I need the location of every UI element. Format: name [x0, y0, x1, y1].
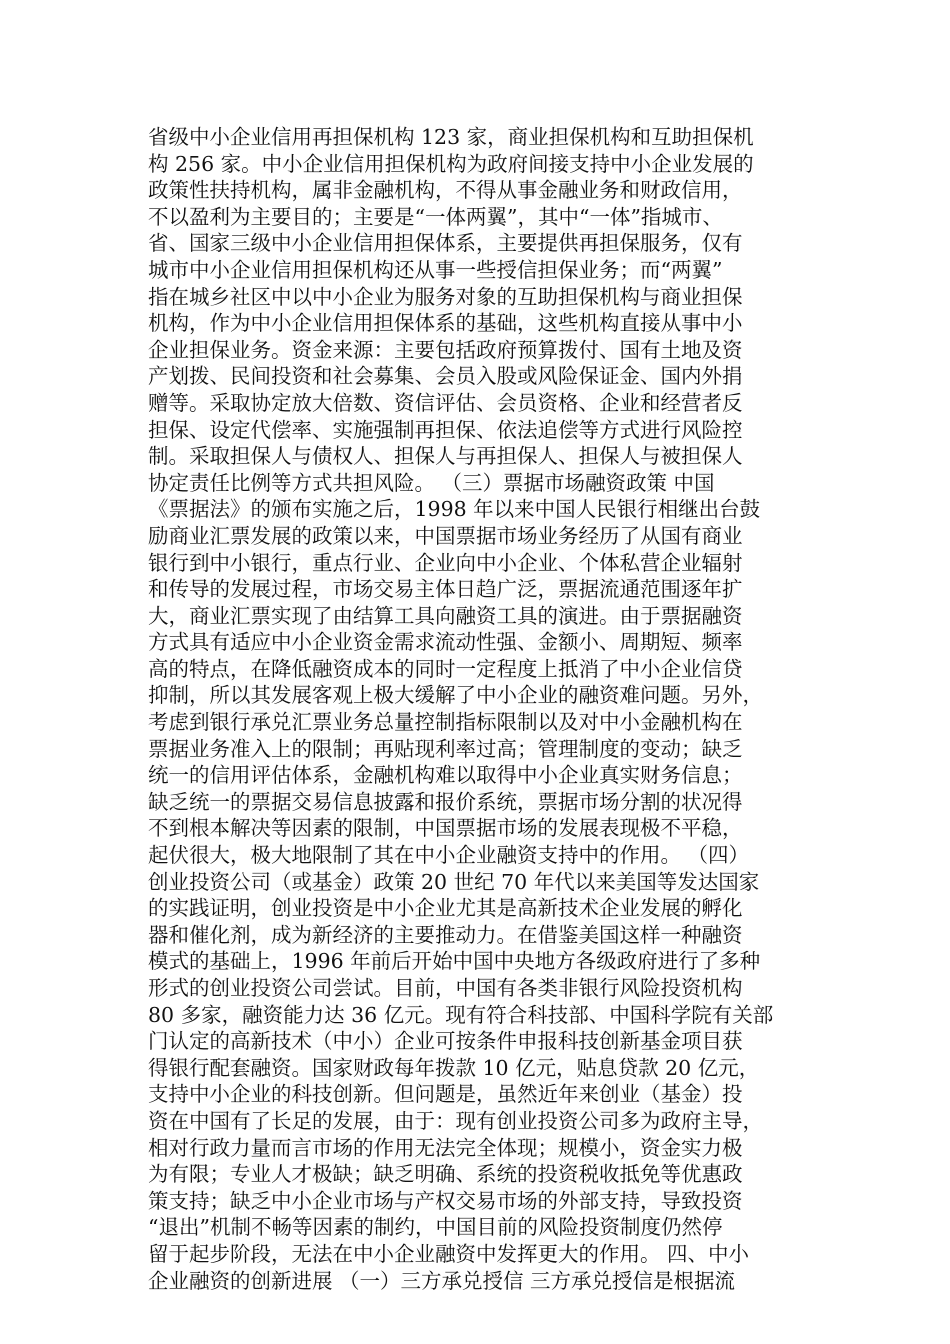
text-line: 80 多家，融资能力达 36 亿元。现有符合科技部、中国科学院有关部 [148, 1002, 774, 1027]
body-text [148, 124, 808, 1294]
text-line: 方式具有适应中小企业资金需求流动性强、金额小、周期短、频率 [148, 630, 743, 655]
text-line: “退出”机制不畅等因素的制约，中国目前的风险投资制度仍然停 [148, 1215, 723, 1240]
text-line: 高的特点，在降低融资成本的同时一定程度上抵消了中小企业信贷 [148, 656, 743, 681]
text-line: 模式的基础上，1996 年前后开始中国中央地方各级政府进行了多种 [148, 949, 761, 974]
text-line: 为有限；专业人才极缺；缺乏明确、系统的投资税收抵免等优惠政 [148, 1162, 743, 1187]
text-line: 抑制，所以其发展客观上极大缓解了中小企业的融资难问题。另外， [148, 683, 763, 708]
text-line: 不到根本解决等因素的限制，中国票据市场的发展表现极不平稳， [148, 816, 743, 841]
text-line: 省、国家三级中小企业信用担保体系，主要提供再担保服务，仅有 [148, 231, 743, 256]
text-line: 构 256 家。中小企业信用担保机构为政府间接支持中小企业发展的 [148, 151, 754, 176]
text-line: 得银行配套融资。国家财政每年拨款 10 亿元，贴息贷款 20 亿元， [148, 1055, 760, 1080]
text-line: 起伏很大，极大地限制了其在中小企业融资支持中的作用。 （四） [148, 843, 750, 868]
text-line: 产划拨、民间投资和社会募集、会员入股或风险保证金、国内外捐 [148, 364, 743, 389]
text-line: 考虑到银行承兑汇票业务总量控制指标限制以及对中小金融机构在 [148, 710, 743, 735]
text-line: 支持中小企业的科技创新。但问题是，虽然近年来创业（基金）投 [148, 1082, 743, 1107]
text-line: 城市中小企业信用担保机构还从事一些授信担保业务；而“两翼” [148, 257, 723, 282]
text-line: 的实践证明，创业投资是中小企业尤其是高新技术企业发展的孵化 [148, 896, 743, 921]
text-line: 资在中国有了长足的发展，由于：现有创业投资公司多为政府主导， [148, 1108, 763, 1133]
text-line: 缺乏统一的票据交易信息披露和报价系统，票据市场分割的状况得 [148, 789, 743, 814]
text-line: 创业投资公司（或基金）政策 20 世纪 70 年代以来美国等发达国家 [148, 869, 760, 894]
text-line: 银行到中小银行，重点行业、企业向中小企业、个体私营企业辐射 [148, 550, 743, 575]
text-line: 门认定的高新技术（中小）企业可按条件申报科技创新基金项目获 [148, 1029, 743, 1054]
text-line: 统一的信用评估体系，金融机构难以取得中小企业真实财务信息； [148, 763, 743, 788]
text-line: 策支持；缺乏中小企业市场与产权交易市场的外部支持，导致投资 [148, 1188, 743, 1213]
text-line: 《票据法》的颁布实施之后，1998 年以来中国人民银行相继出台鼓 [148, 497, 761, 522]
text-line: 和传导的发展过程，市场交易主体日趋广泛，票据流通范围逐年扩 [148, 577, 743, 602]
text-line: 励商业汇票发展的政策以来，中国票据市场业务经历了从国有商业 [148, 523, 743, 548]
text-line: 制。采取担保人与债权人、担保人与再担保人、担保人与被担保人 [148, 444, 743, 469]
text-line: 赠等。采取协定放大倍数、资信评估、会员资格、企业和经营者反 [148, 390, 743, 415]
text-line: 协定责任比例等方式共担风险。 （三）票据市场融资政策 中国 [148, 470, 715, 495]
text-line: 留于起步阶段，无法在中小企业融资中发挥更大的作用。 四、中小 [148, 1241, 750, 1266]
text-line: 政策性扶持机构，属非金融机构，不得从事金融业务和财政信用， [148, 178, 743, 203]
text-line: 指在城乡社区中以中小企业为服务对象的互助担保机构与商业担保 [148, 284, 743, 309]
text-line: 票据业务准入上的限制；再贴现利率过高；管理制度的变动；缺乏 [148, 736, 743, 761]
text-line: 相对行政力量而言市场的作用无法完全体现；规模小，资金实力极 [148, 1135, 743, 1160]
text-line: 大，商业汇票实现了由结算工具向融资工具的演进。由于票据融资 [148, 603, 743, 628]
text-line: 企业融资的创新进展 （一）三方承兑授信 三方承兑授信是根据流 [148, 1268, 736, 1293]
text-line: 省级中小企业信用再担保机构 123 家，商业担保机构和互助担保机 [148, 125, 754, 149]
text-line: 机构，作为中小企业信用担保体系的基础，这些机构直接从事中小 [148, 311, 743, 336]
text-line: 不以盈利为主要目的；主要是“一体两翼”，其中“一体”指城市、 [148, 204, 723, 229]
text-line: 担保、设定代偿率、实施强制再担保、依法追偿等方式进行风险控 [148, 417, 743, 442]
text-line: 器和催化剂，成为新经济的主要推动力。在借鉴美国这样一种融资 [148, 922, 743, 947]
text-line: 形式的创业投资公司尝试。目前，中国有各类非银行风险投资机构 [148, 976, 743, 1000]
text-line: 企业担保业务。资金来源：主要包括政府预算拨付、国有土地及资 [148, 337, 743, 362]
